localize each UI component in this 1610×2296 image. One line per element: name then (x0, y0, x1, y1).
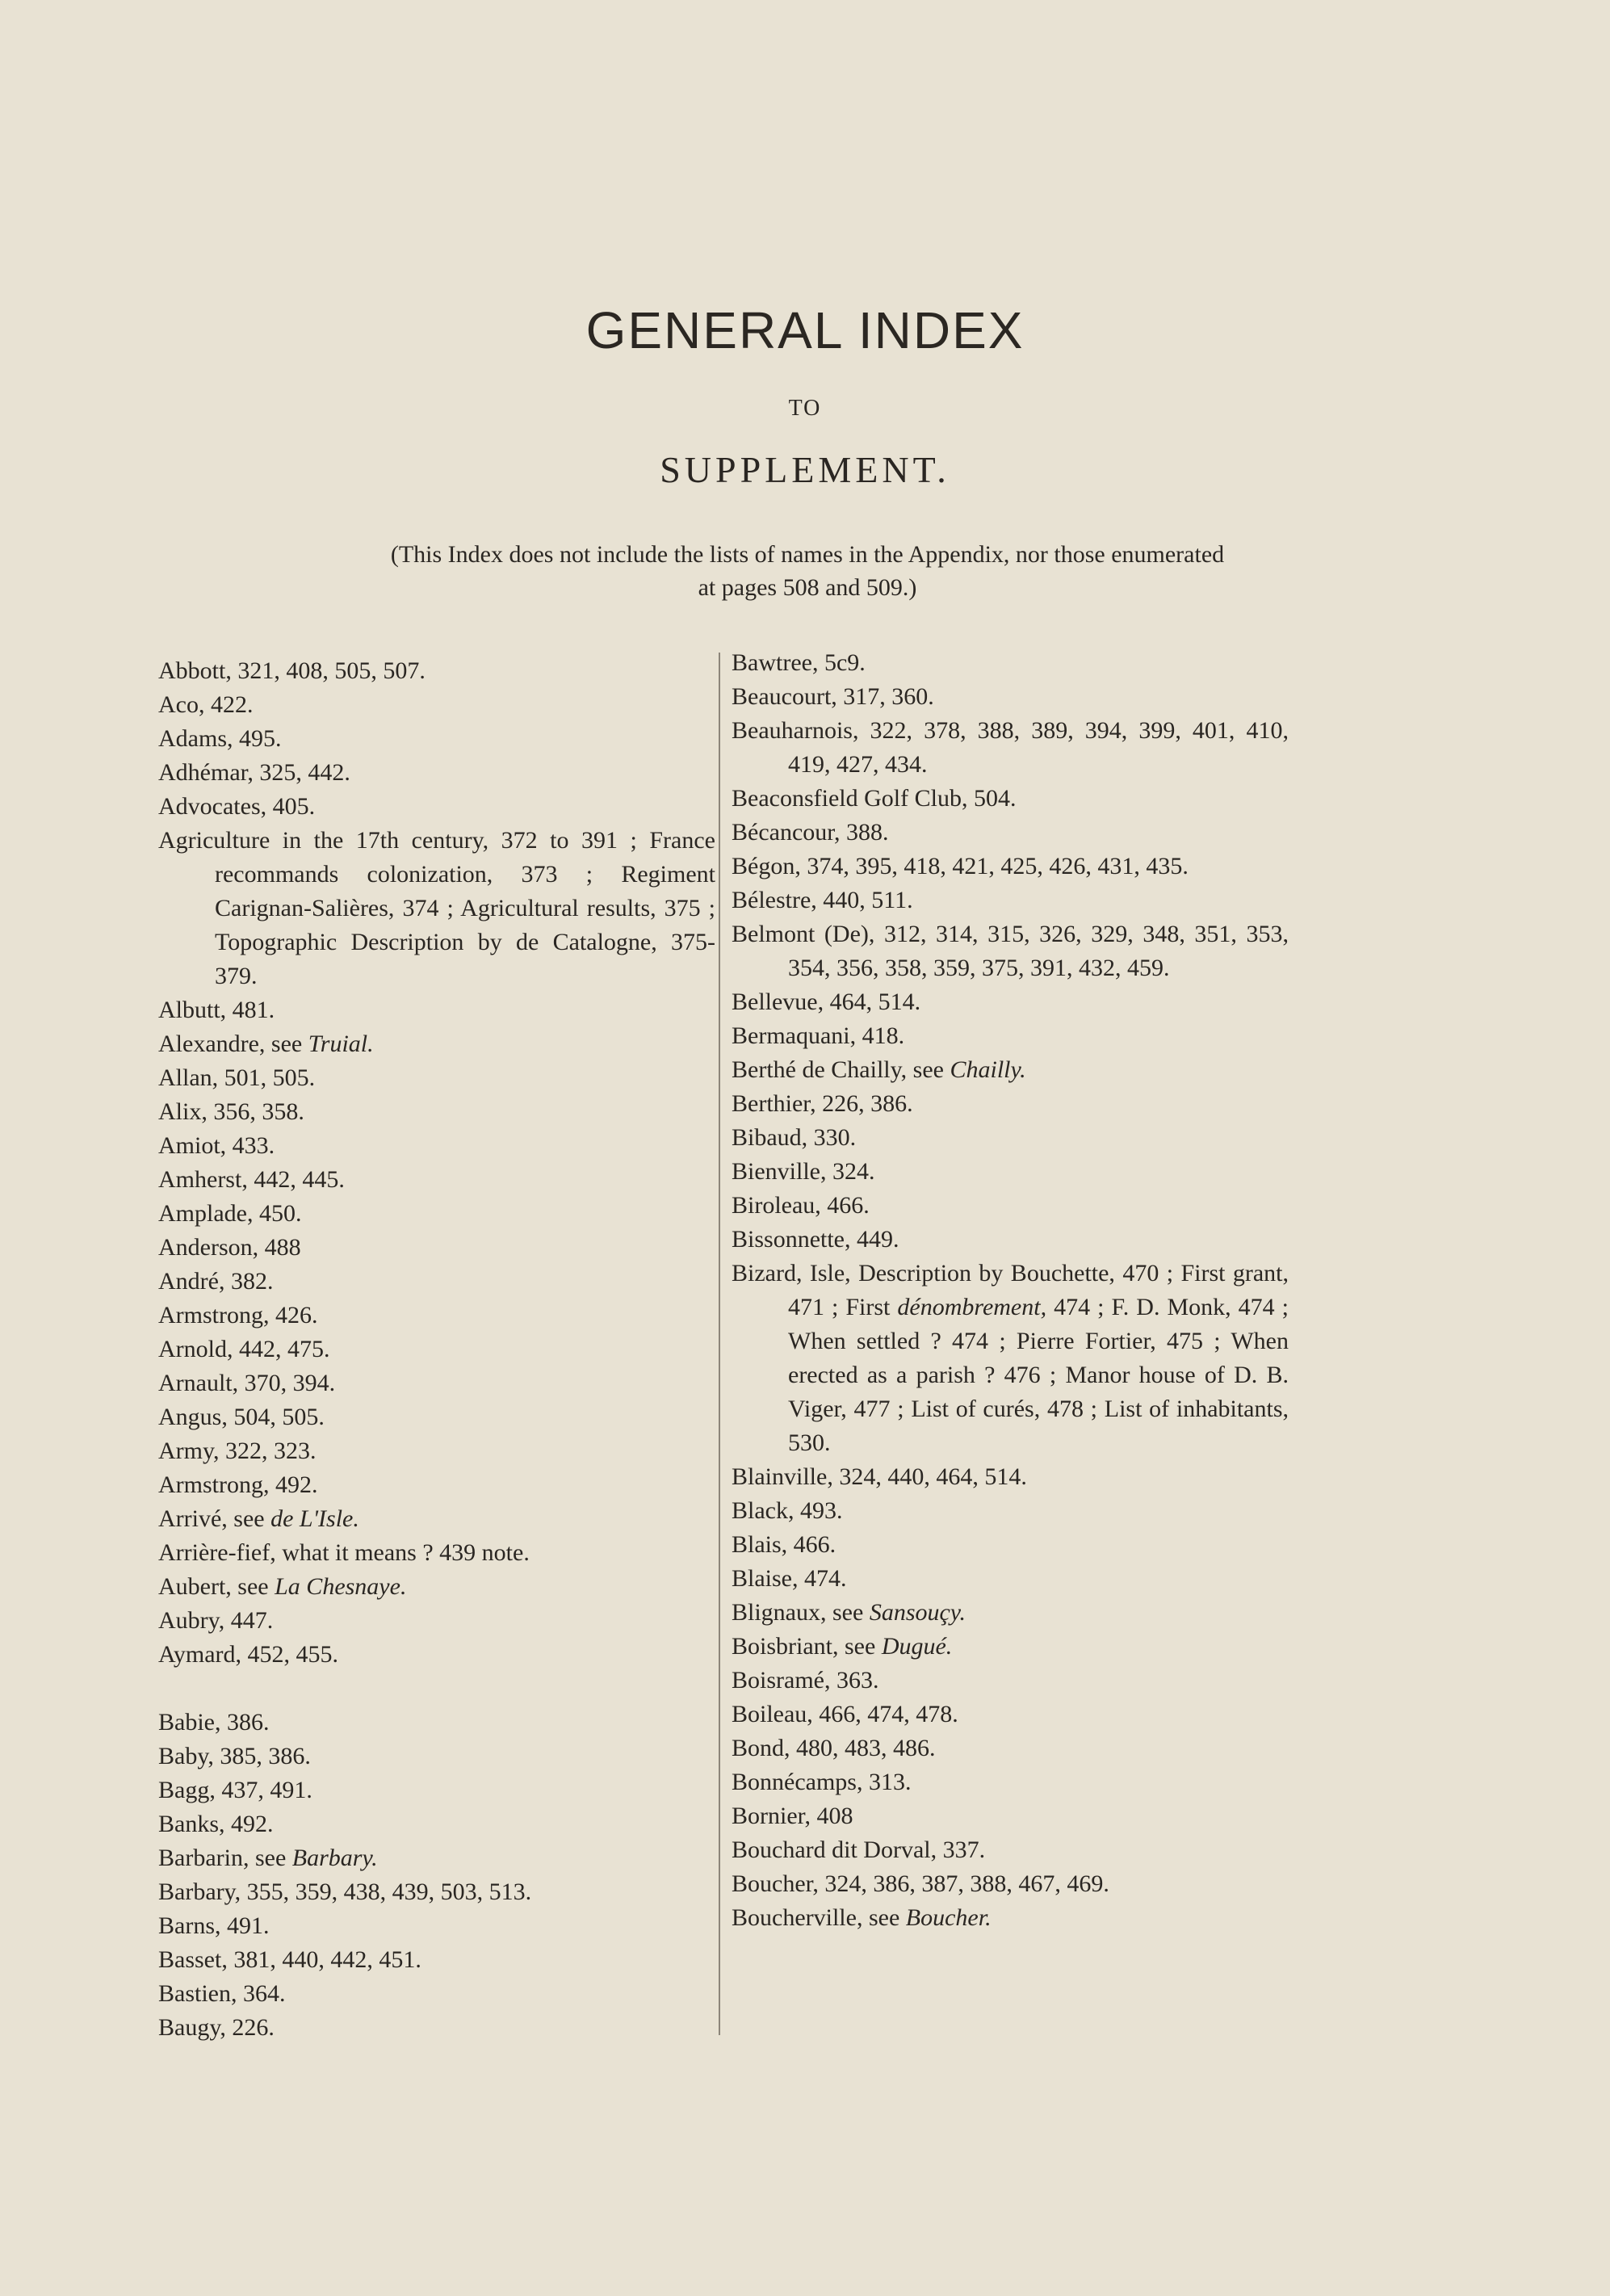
index-entry (732, 714, 1289, 782)
index-entry-text: Bizard, Isle, Description by Bouchette, 470 ; First grant, 471 ; First (732, 1260, 1289, 1320)
index-entry (732, 1494, 1289, 1528)
index-entry-text: Bermaquani, 418. (732, 1022, 905, 1049)
index-entry-reference: Boucher. (905, 1904, 992, 1931)
index-entry-text: Bienville, 324. (732, 1158, 875, 1185)
index-entry-text: Bissonnette, 449. (732, 1226, 899, 1253)
page-subtitle: SUPPLEMENT. (660, 449, 950, 490)
column-divider (719, 653, 720, 2035)
index-entry (732, 1460, 1289, 1494)
index-entry-text: Arrivé, see (158, 1505, 271, 1532)
index-entry-text: Babie, 386. (158, 1709, 270, 1736)
index-entry (158, 1570, 715, 1604)
index-entry-text: Beaucourt, 317, 360. (732, 683, 934, 710)
index-entry-text: Biroleau, 466. (732, 1192, 870, 1219)
index-entry-text: Allan, 501, 505. (158, 1064, 316, 1091)
index-entry (158, 1434, 715, 1468)
index-entry (158, 1299, 715, 1333)
index-entry (732, 1833, 1289, 1867)
index-entry-text: Blaise, 474. (732, 1565, 847, 1592)
index-entry (732, 1596, 1289, 1630)
index-entry (158, 1400, 715, 1434)
index-entry-reference: Dugué. (881, 1633, 953, 1660)
index-entry (158, 1163, 715, 1197)
index-entry-text: Bond, 480, 483, 486. (732, 1735, 936, 1761)
index-entry (732, 917, 1289, 985)
index-entry (158, 1638, 715, 1672)
index-entry-text: Bastien, 364. (158, 1980, 286, 2007)
index-entry-text: Boisbriant, see (732, 1633, 882, 1660)
index-entry (158, 1875, 715, 1909)
index-entry-text: Amiot, 433. (158, 1132, 275, 1159)
index-entry-text: Armstrong, 426. (158, 1302, 318, 1328)
index-entry-text: Barbarin, see (158, 1845, 292, 1871)
index-entry (732, 1630, 1289, 1664)
index-entry-reference: dénombrement, (897, 1294, 1047, 1320)
index-entry (732, 1765, 1289, 1799)
index-entry-text: Alix, 356, 358. (158, 1098, 304, 1125)
index-entry (732, 884, 1289, 917)
index-entry (158, 1468, 715, 1502)
index-entry (732, 1901, 1289, 1935)
index-entry (158, 1197, 715, 1231)
index-entry-text: Banks, 492. (158, 1811, 274, 1837)
index-entry (732, 646, 1289, 680)
index-entry-text: Amplade, 450. (158, 1200, 302, 1227)
index-entry (158, 1061, 715, 1095)
index-entry-text: Barns, 491. (158, 1912, 270, 1939)
index-entry-text: Bécancour, 388. (732, 819, 889, 846)
index-entry-text: Boisramé, 363. (732, 1667, 879, 1694)
index-entry (158, 2011, 715, 2045)
index-entry (158, 1841, 715, 1875)
index-entry (732, 782, 1289, 816)
index-entry-text: Boucherville, see (732, 1904, 906, 1931)
index-entry-reference: Sansouçy. (869, 1599, 966, 1626)
index-entry-text: Arnault, 370, 394. (158, 1370, 336, 1396)
index-entry (158, 688, 715, 722)
index-entry (732, 1155, 1289, 1189)
index-entry-reference: Truial. (308, 1030, 374, 1057)
index-entry (158, 1909, 715, 1943)
index-entry (732, 1257, 1289, 1460)
index-entry (732, 1053, 1289, 1087)
index-entry-text: Berthier, 226, 386. (732, 1090, 913, 1117)
index-entry-text: Adams, 495. (158, 725, 282, 752)
index-entry (732, 1019, 1289, 1053)
index-entry (158, 1265, 715, 1299)
index-entry (158, 1366, 715, 1400)
index-entry (158, 1231, 715, 1265)
index-entry (732, 680, 1289, 714)
index-entry-text: Anderson, 488 (158, 1234, 301, 1261)
index-entry (732, 1664, 1289, 1698)
index-entry-text: Angus, 504, 505. (158, 1404, 325, 1430)
index-note (194, 538, 1421, 604)
index-entry (158, 1027, 715, 1061)
index-entry-reference: La Chesnaye. (275, 1573, 407, 1600)
index-entry-text: Black, 493. (732, 1497, 843, 1524)
index-entry-text: Baby, 385, 386. (158, 1743, 311, 1769)
index-entry-text: Beaconsfield Golf Club, 504. (732, 785, 1017, 812)
index-entry-reference: Chailly. (950, 1056, 1026, 1083)
index-entry-text: Basset, 381, 440, 442, 451. (158, 1946, 421, 1973)
index-entry (158, 1095, 715, 1129)
index-entry (732, 985, 1289, 1019)
index-entry (158, 1977, 715, 2011)
index-entry-text: Albutt, 481. (158, 997, 275, 1023)
index-entry (158, 1604, 715, 1638)
index-entry (158, 654, 715, 688)
index-entry (732, 1562, 1289, 1596)
index-entry (732, 1223, 1289, 1257)
index-entry-reference: de L'Isle. (270, 1505, 359, 1532)
index-entry (158, 1706, 715, 1740)
index-entry-text: Bégon, 374, 395, 418, 421, 425, 426, 431, 435. (732, 853, 1189, 879)
index-entry-text: Amherst, 442, 445. (158, 1166, 345, 1193)
index-entry-text: Blignaux, see (732, 1599, 870, 1626)
index-entry-reference: Barbary. (291, 1845, 378, 1871)
index-entry-text: Boileau, 466, 474, 478. (732, 1701, 958, 1727)
index-entry-text: Blainville, 324, 440, 464, 514. (732, 1463, 1027, 1490)
index-entry-text: Arrière-fief, what it means ? 439 note. (158, 1539, 530, 1566)
index-entry (158, 1536, 715, 1570)
index-entry (158, 993, 715, 1027)
page-title: GENERAL INDEX (585, 301, 1025, 359)
index-entry-text: Bonnécamps, 313. (732, 1769, 912, 1795)
index-entry-text: Adhémar, 325, 442. (158, 759, 350, 786)
index-entry-text: Alexandre, see (158, 1030, 308, 1057)
index-entry-text: Bellevue, 464, 514. (732, 988, 921, 1015)
index-entry (732, 1189, 1289, 1223)
index-entry (732, 1698, 1289, 1731)
index-entry-text: Armstrong, 492. (158, 1471, 318, 1498)
index-entry-text: Aubry, 447. (158, 1607, 274, 1634)
index-entry-text: Arnold, 442, 475. (158, 1336, 330, 1362)
index-column-left (158, 654, 715, 2045)
index-entry-text: Barbary, 355, 359, 438, 439, 503, 513. (158, 1878, 532, 1905)
index-entry-text: Agriculture in the 17th century, 372 to 391 ; France recommands colonization, 373 ; Regiment Carignan-Salières, 374 ; Agricultural results, 375 ; Topographic Description by de Catalogne, 375-379. (158, 827, 715, 989)
index-entry-text: Blais, 466. (732, 1531, 836, 1558)
index-entry-text: Army, 322, 323. (158, 1438, 317, 1464)
index-entry (732, 1867, 1289, 1901)
index-entry (158, 1333, 715, 1366)
index-entry-text: Boucher, 324, 386, 387, 388, 467, 469. (732, 1870, 1109, 1897)
index-entry-text: Beauharnois, 322, 378, 388, 389, 394, 399, 401, 410, 419, 427, 434. (732, 717, 1289, 778)
index-entry-text: Belmont (De), 312, 314, 315, 326, 329, 348, 351, 353, 354, 356, 358, 359, 375, 391, 432, 459. (732, 921, 1289, 981)
index-column-right (732, 646, 1289, 1935)
index-entry-text: Bagg, 437, 491. (158, 1777, 312, 1803)
index-entry (158, 756, 715, 790)
index-entry-text-continued: 474 ; F. D. Monk, 474 ; When settled ? 474 ; Pierre Fortier, 475 ; When erected as a parish ? 476 ; Manor house of D. B. Viger, 477 ; List of curés, 478 ; List of inhabitants, 530. (788, 1294, 1289, 1456)
index-entry (158, 1129, 715, 1163)
index-note-line-1: (This Index does not include the lists of names in the Appendix, nor those enumerated (390, 541, 1225, 568)
index-entry (732, 1528, 1289, 1562)
index-entry-text: Aco, 422. (158, 691, 254, 718)
title-connector: TO (788, 396, 822, 421)
index-entry-text: Bélestre, 440, 511. (732, 887, 913, 913)
index-entry (732, 1799, 1289, 1833)
index-entry-text: Aymard, 452, 455. (158, 1641, 339, 1668)
index-entry (158, 1740, 715, 1773)
index-entry-text: Aubert, see (158, 1573, 275, 1600)
index-entry-text: Bawtree, 5c9. (732, 649, 866, 676)
index-entry (732, 1731, 1289, 1765)
index-entry-text: Berthé de Chailly, see (732, 1056, 950, 1083)
index-entry (732, 850, 1289, 884)
index-entry-text: Bouchard dit Dorval, 337. (732, 1836, 986, 1863)
index-note-line-2: at pages 508 and 509.) (698, 574, 917, 601)
index-entry (158, 1502, 715, 1536)
index-entry-text: André, 382. (158, 1268, 274, 1295)
index-entry (158, 1807, 715, 1841)
index-entry (732, 1087, 1289, 1121)
index-entry (732, 816, 1289, 850)
index-entry-text: Bornier, 408 (732, 1803, 853, 1829)
index-entry (158, 824, 715, 993)
index-entry (158, 790, 715, 824)
index-entry (732, 1121, 1289, 1155)
index-entry-text: Advocates, 405. (158, 793, 316, 820)
index-entry (158, 1943, 715, 1977)
index-entry-text: Baugy, 226. (158, 2014, 275, 2041)
index-entry-text: Bibaud, 330. (732, 1124, 857, 1151)
index-entry-text: Abbott, 321, 408, 505, 507. (158, 657, 426, 684)
index-entry (158, 722, 715, 756)
index-entry (158, 1773, 715, 1807)
